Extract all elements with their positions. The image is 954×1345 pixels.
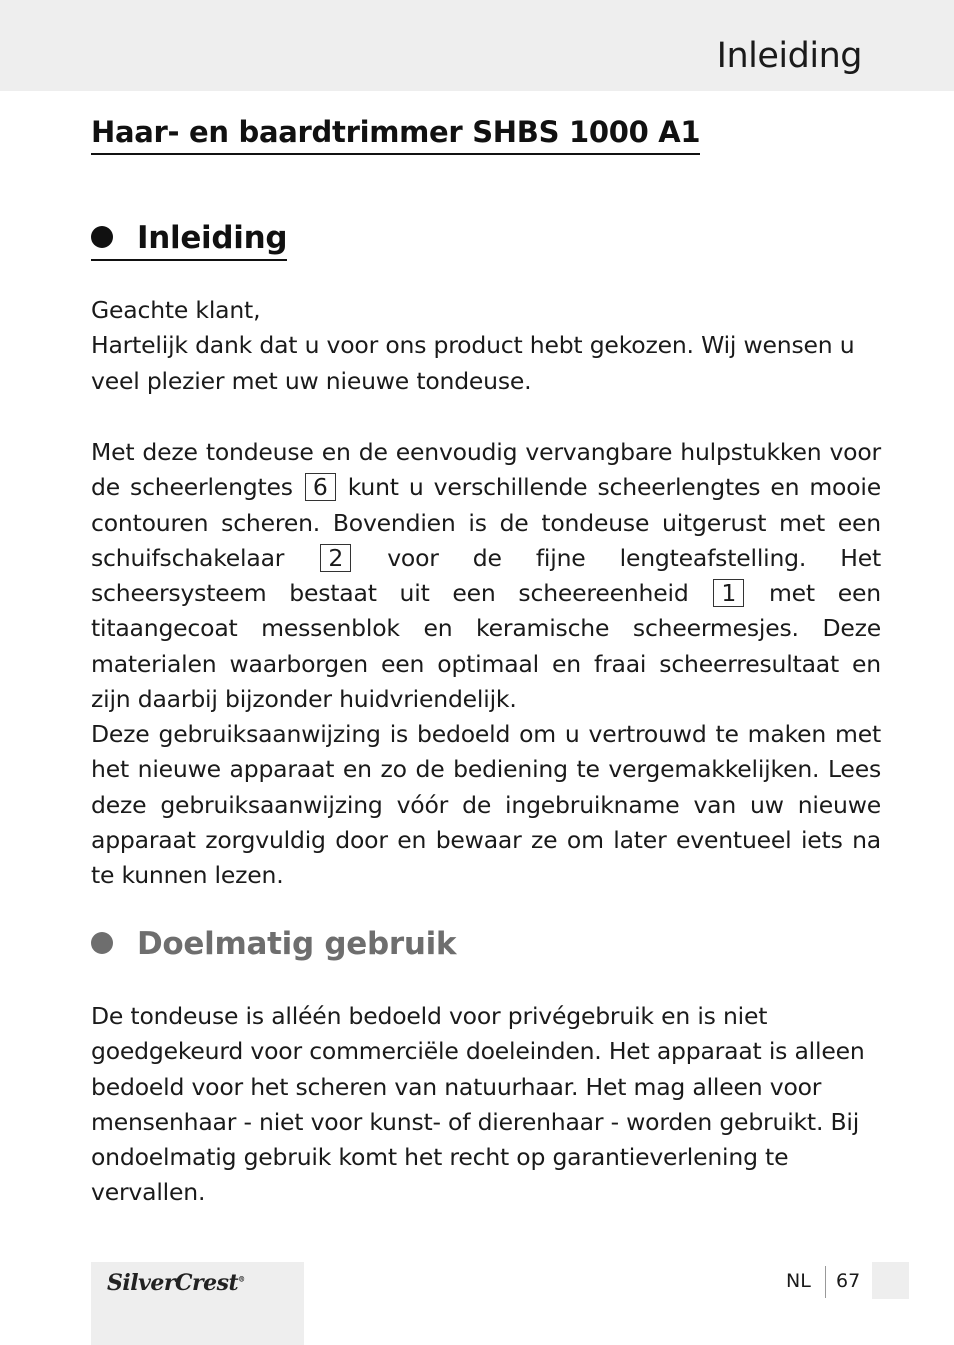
header-band: [0, 0, 954, 91]
logo-text: SilverCrest: [107, 1270, 239, 1296]
intro-text-2: kunt u verschillende scheerlengtes en mooie contouren scheren. Bovendien is de tondeuse uitgerust met een schuifschakelaar: [91, 473, 881, 572]
part-reference-6: 6: [305, 473, 336, 501]
greeting-paragraph: [91, 293, 881, 399]
manual-paragraph: Deze gebruiksaanwijzing is bedoeld om u vertrouwd te maken met het nieuwe apparaat en zo de bediening te vergemakkelijken. Lees deze gebruiksaanwijzing vóór de ingebruikname van uw nieuwe apparaat zorgvuldig door en bewaar ze om later eventueel iets na te kunnen lezen.: [91, 720, 881, 890]
bullet-icon: [91, 226, 113, 248]
intro-text-4: met een titaangecoat messenblok en keramische scheermesjes. Deze materialen waarborgen een optimaal en fraai scheerresultaat en zijn daarbij bijzonder huidvriendelijk.: [91, 579, 881, 714]
silvercrest-logo: [107, 1270, 245, 1296]
part-reference-1: 1: [713, 579, 744, 607]
registered-mark: ®: [238, 1274, 245, 1284]
bullet-icon: [91, 932, 113, 954]
intro-text-3: voor de fijne lengteafstelling. Het scheersysteem bestaat uit een scheereenheid: [91, 543, 881, 608]
section-heading-label: Doelmatig gebruik: [137, 926, 457, 962]
greeting-line: Geachte klant,: [91, 296, 261, 324]
section-heading-doelmatig-gebruik: [91, 924, 456, 964]
footer-language: NL: [786, 1270, 811, 1292]
part-reference-2: 2: [320, 544, 351, 572]
intro-paragraph: [91, 435, 881, 717]
header-title: Inleiding: [716, 36, 862, 76]
section-heading-label: Inleiding: [137, 220, 288, 256]
footer-logo-box: [91, 1262, 304, 1345]
document-title: Haar- en baardtrimmer SHBS 1000 A1: [91, 113, 700, 155]
intro-text-1: Met deze tondeuse en de eenvoudig vervangbare hulpstukken voor de scheerlengtes: [91, 438, 881, 502]
intended-use-paragraph: De tondeuse is alléén bedoeld voor privégebruik en is niet goedgekeurd voor commerciële doeleinden. Het apparaat is alleen bedoeld voor het scheren van natuurhaar. Het mag alleen voor mensenhaar - niet voor kunst- of dierenhaar - worden gebruikt. Bij ondoelmatig gebruik komt het recht op garantieverlening te vervallen.: [91, 1002, 865, 1207]
footer-box: [872, 1262, 909, 1299]
page-number: 67: [836, 1270, 861, 1292]
greeting-text: Hartelijk dank dat u voor ons product hebt gekozen. Wij wensen u veel plezier met uw nieuwe tondeuse.: [91, 331, 855, 395]
section-heading-inleiding: [91, 218, 287, 261]
footer-divider: [825, 1266, 826, 1298]
